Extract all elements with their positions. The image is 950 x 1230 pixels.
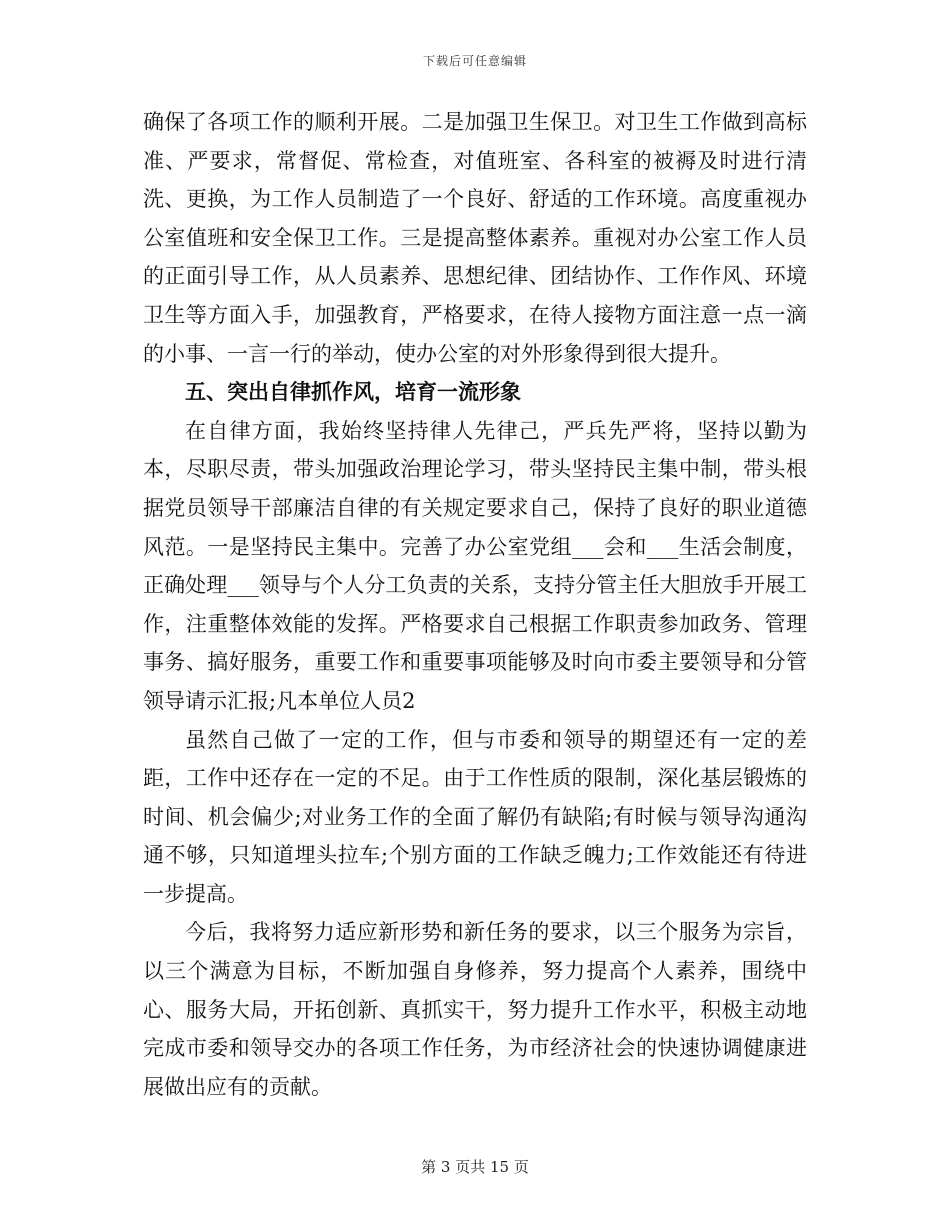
section-heading: 五、突出自律抓作风，培育一流形象 [185,379,521,405]
paragraph-continuation: 确保了各项工作的顺利开展。二是加强卫生保卫。对卫生工作做到高标准、严要求，常督促、常检查，对值班室、各科室的被褥及时进行清洗、更换，为工作人员制造了一个良好、舒适的工作环境。高度重视办公室值班和安全保卫工作。三是提高整体素养。重视对办公室工作人员的正面引导工作，从人员素养、思想纪律、团结协作、工作作风、环境卫生等方面入手，加强教育，严格要求，在待人接物方面注意一点一滴的小事、一言一行的举动，使办公室的对外形象得到很大提升。 [143,110,807,366]
page-number: 第 3 页共 15 页 [421,1158,529,1176]
paragraph-shortcomings: 虽然自己做了一定的工作，但与市委和领导的期望还有一定的差距，工作中还存在一定的不足。由于工作性质的限制，深化基层锻炼的时间、机会偏少;对业务工作的全面了解仍有缺陷;有时候与领导沟通沟通不够，只知道埋头拉车;个别方面的工作缺乏魄力;工作效能还有待进一步提高。 [143,727,807,906]
page-header: 下载后可任意编辑 [422,54,527,68]
document-body [143,103,807,1106]
paragraph-future-plans: 今后，我将努力适应新形势和新任务的要求，以三个服务为宗旨，以三个满意为目标，不断加强自身修养，努力提高个人素养，围绕中心、服务大局，开拓创新、真抓实干，努力提升工作水平，积极主动地完成市委和领导交办的各项工作任务，为市经济社会的快速协调健康进展做出应有的贡献。 [143,920,807,1099]
paragraph-self-discipline: 在自律方面，我始终坚持律人先律己，严兵先严将，坚持以勤为本，尽职尽责，带头加强政治理论学习，带头坚持民主集中制，带头根据党员领导干部廉洁自律的有关规定要求自己，保持了良好的职业道德风范。一是坚持民主集中。完善了办公室党组___会和___生活会制度，正确处理___领导与个人分工负责的关系，支持分管主任大胆放手开展工作，注重整体效能的发挥。严格要求自己根据工作职责参加政务、管理事务、搞好服务，重要工作和重要事项能够及时向市委主要领导和分管领导请示汇报;凡本单位人员2 [143,418,807,713]
